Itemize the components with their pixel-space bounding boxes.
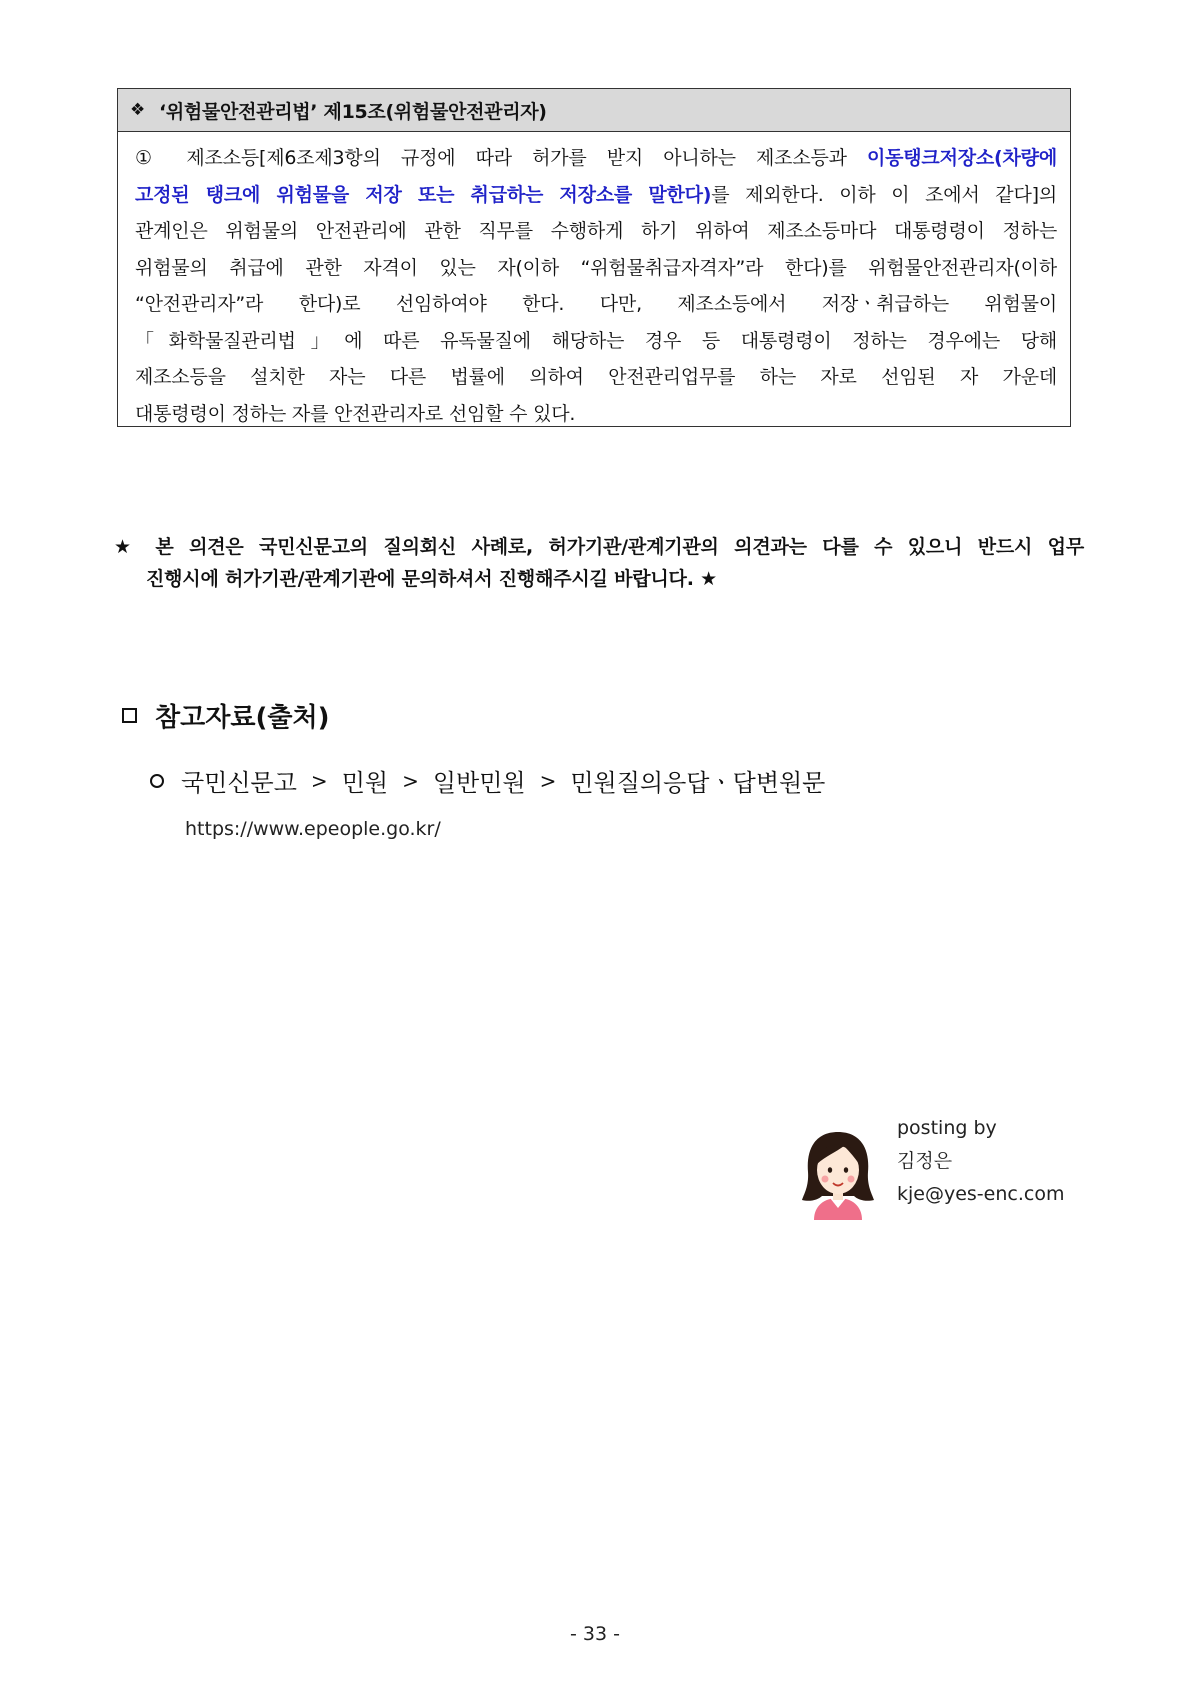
circle-bullet-icon — [150, 774, 164, 788]
law-line — [135, 140, 1057, 177]
law-line — [135, 177, 1057, 214]
posting-label: posting by — [897, 1117, 997, 1139]
law-article-title: ‘위험물안전관리법’ 제15조(위험물안전관리자) — [158, 100, 547, 123]
law-line: 「화학물질관리법」에 따른 유독물질에 해당하는 경우 등 대통령령이 정하는 경우에는 당해 — [135, 329, 1057, 352]
reference-path-item: 민원 — [341, 769, 389, 797]
notice-line-1: ★ 본 의견은 국민신문고의 질의회신 사례로, 허가기관/관계기관의 의견과는 다를 수 있으니 반드시 업무 — [114, 536, 1084, 558]
law-line: “안전관리자”라 한다)로 선임하여야 한다. 다만, 제조소등에서 저장ㆍ취급하는 위험물이 — [135, 293, 1057, 315]
law-article-box — [117, 88, 1071, 427]
reference-path-item: 민원질의응답ㆍ답변원문 — [570, 769, 826, 797]
reference-path-item: 일반민원 — [432, 769, 526, 797]
posting-author: 김정은 — [897, 1150, 953, 1172]
diamond-bullet-icon: ❖ — [130, 100, 145, 120]
posting-email[interactable]: kje@yes-enc.com — [897, 1183, 1065, 1205]
posting-info — [897, 1112, 1064, 1211]
law-line-highlight: 이동탱크저장소(차량에 — [866, 147, 1057, 169]
reference-path-item: 국민신문고 — [181, 769, 297, 797]
law-line-text: 를 제외한다. 이하 이 조에서 같다]의 — [711, 183, 1057, 206]
path-separator: > — [539, 768, 557, 793]
notice-line-2: 진행시에 허가기관/관계기관에 문의하셔서 진행해주시길 바랍니다. ★ — [146, 568, 717, 590]
reference-url-link[interactable]: https://www.epeople.go.kr/ — [185, 818, 441, 840]
law-line: 제조소등을 설치한 자는 다른 법률에 의하여 안전관리업무를 하는 자로 선임된 자 가운데 — [135, 366, 1057, 388]
law-line: 위험물의 취급에 관한 자격이 있는 자(이하 “위험물취급자격자”라 한다)를 위험물안전관리자(이하 — [135, 256, 1057, 279]
law-line: 관계인은 위험물의 안전관리에 관한 직무를 수행하게 하기 위하여 제조소등마다 대통령령이 정하는 — [135, 220, 1057, 242]
law-article-header — [118, 89, 1070, 132]
reference-heading — [122, 697, 329, 734]
law-article-body — [118, 132, 1070, 432]
path-separator: > — [402, 768, 419, 793]
woman-avatar-icon — [800, 1128, 876, 1220]
page-number: - 33 - — [570, 1623, 620, 1645]
disclaimer-notice — [114, 531, 1084, 595]
law-line-highlight: 고정된 탱크에 위험물을 저장 또는 취급하는 저장소를 말한다) — [135, 183, 712, 206]
path-separator: > — [310, 768, 328, 793]
square-bullet-icon — [122, 708, 137, 723]
reference-path — [150, 763, 825, 798]
reference-title: 참고자료(출처) — [155, 703, 330, 733]
law-line: 대통령령이 정하는 자를 안전관리자로 선임할 수 있다. — [135, 402, 576, 425]
law-line-text: ① 제조소등[제6조제3항의 규정에 따라 허가를 받지 아니하는 제조소등과 — [135, 147, 867, 169]
